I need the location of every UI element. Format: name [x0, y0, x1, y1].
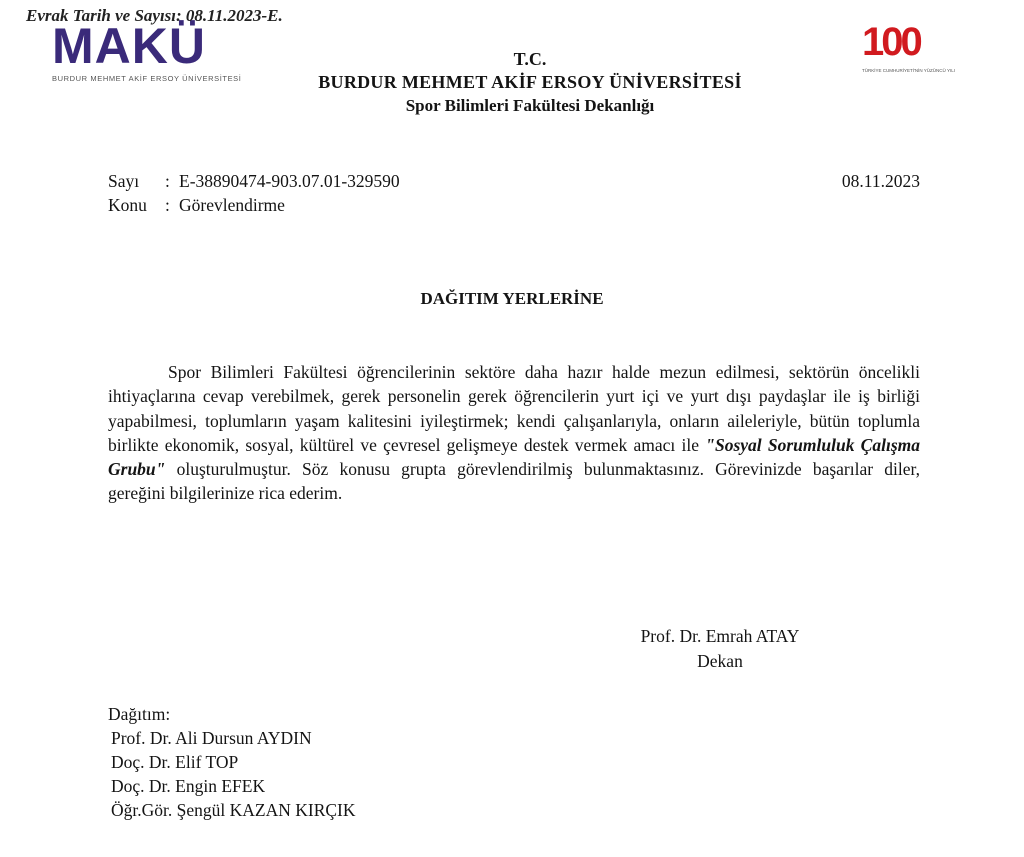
document-stamp-line: Evrak Tarih ve Sayısı: 08.11.2023-E. — [26, 6, 283, 25]
logo-subtitle: BURDUR MEHMET AKİF ERSOY ÜNİVERSİTESİ — [52, 74, 242, 83]
meta-separator: : — [165, 171, 170, 191]
document-meta — [108, 169, 920, 217]
body-part-2: oluşturulmuştur. Söz konusu grupta görevlendirilmiş bulunmaktasınız. Görevinizde başarılar diler, gereğini bilgilerinize rica ederim. — [108, 459, 920, 504]
konu-value: Görevlendirme — [179, 195, 285, 215]
letterhead-faculty: Spor Bilimleri Fakültesi Dekanlığı — [405, 96, 655, 115]
distribution-label: Dağıtım: — [108, 704, 171, 724]
recipient-item: Prof. Dr. Ali Dursun AYDIN — [111, 728, 312, 748]
signature-block — [600, 624, 840, 674]
recipient-item: Doç. Dr. Engin EFEK — [111, 776, 266, 796]
konu-label: Konu — [108, 195, 147, 215]
signatory-title: Dekan — [697, 651, 743, 671]
recipient-item: Doç. Dr. Elif TOP — [111, 752, 239, 772]
letterhead-university: BURDUR MEHMET AKİF ERSOY ÜNİVERSİTESİ — [318, 72, 742, 92]
meta-row-konu — [108, 193, 920, 217]
sayi-label: Sayı — [108, 171, 140, 191]
distribution-heading: DAĞITIM YERLERİNE — [420, 289, 604, 308]
signatory-name: Prof. Dr. Emrah ATAY — [640, 626, 800, 646]
letterhead-tc: T.C. — [513, 49, 547, 69]
meta-row-sayi — [108, 169, 920, 193]
meta-separator: : — [165, 195, 170, 215]
sayi-value: E-38890474-903.07.01-329590 — [179, 171, 400, 191]
group-name: "Sosyal Sorumluluk Çalışma Grubu" — [108, 434, 920, 480]
body-part-1: Spor Bilimleri Fakültesi öğrencilerinin sektöre daha hazır halde mezun edilmesi, sektörün öncelikli ihtiyaçlarına cevap verebilmek, gerek personelin gerek öğrencilerin yurt içi ve yurt dışı paydaşlar ile iş birliği yapabilmesi, toplumların yaşam kalitesini iyileştirmek; kendi çalışanlarıyla, onların aileleriyle, bütün toplumla birlikte ekonomik, sosyal, kültürel ve çevresel gelişmeye destek vermek amacı ile — [108, 362, 920, 455]
recipient-item: Öğr.Gör. Şengül KAZAN KIRÇIK — [111, 800, 356, 820]
recipient-list — [108, 726, 356, 822]
logo-wordmark: MAKÜ — [52, 18, 206, 74]
document-date: 08.11.2023 — [841, 171, 920, 191]
letterhead — [180, 48, 880, 117]
letter-body — [108, 360, 920, 506]
centennial-subtitle: TÜRKİYE CUMHURİYETİ'NİN YÜZÜNCÜ YILI — [862, 68, 955, 73]
distribution-list — [108, 702, 356, 822]
centennial-number: 100 — [862, 20, 920, 64]
